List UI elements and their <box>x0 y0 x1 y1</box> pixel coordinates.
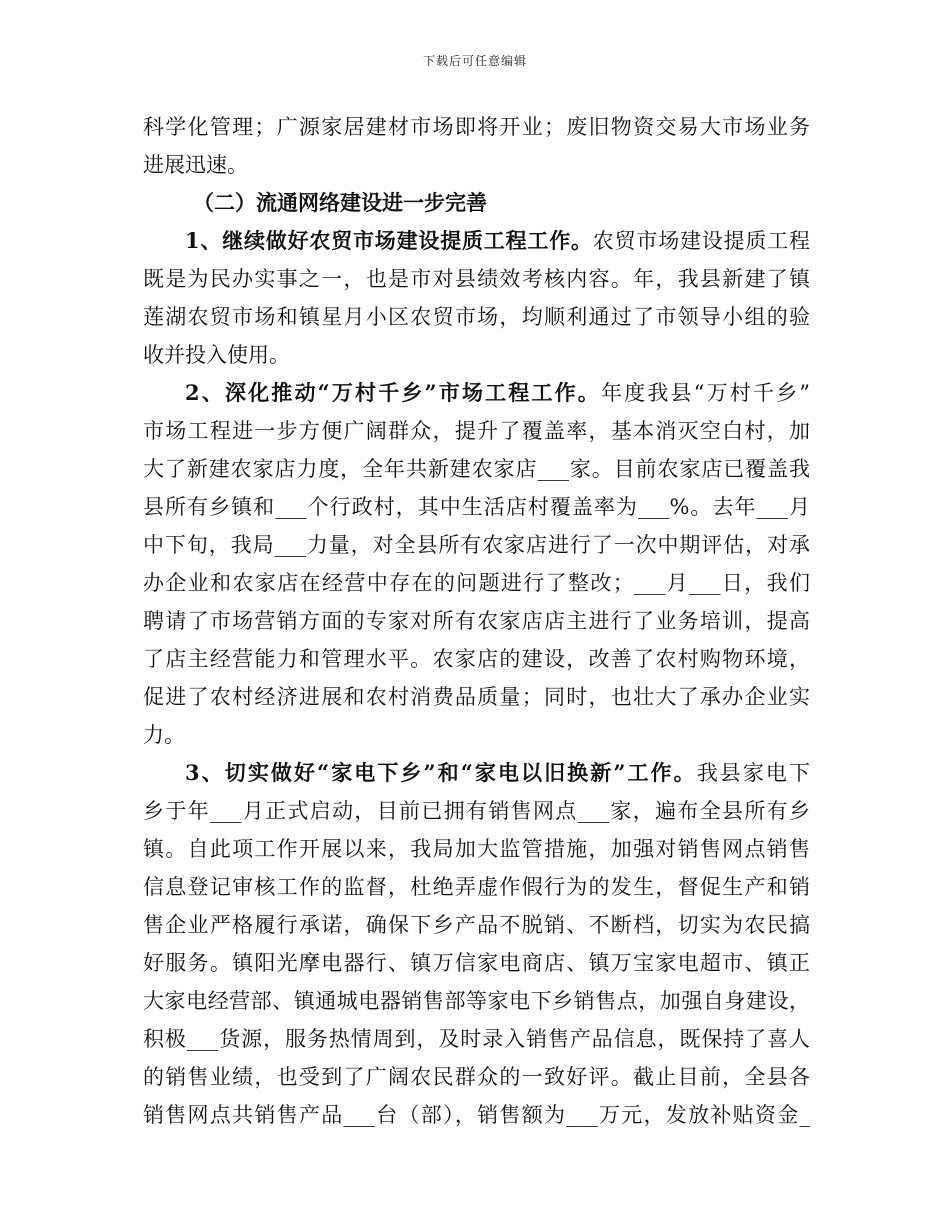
text-line <box>143 716 810 754</box>
paragraph-text: 售企业严格履行承诺，确保下乡产品不脱销、不断档，切实为农民搞 <box>143 913 810 937</box>
text-line <box>143 488 810 526</box>
text-line <box>143 602 810 640</box>
paragraph-text: 农贸市场建设提质工程 <box>592 229 810 253</box>
text-line <box>143 222 810 260</box>
paragraph-text: 进展迅速。 <box>143 153 248 177</box>
paragraph-text: 镇。自此项工作开展以来，我局加大监管措施，加强对销售网点销售 <box>143 837 810 861</box>
text-line <box>143 678 810 716</box>
text-line <box>143 1020 810 1058</box>
text-line <box>143 564 810 602</box>
text-line <box>143 108 810 146</box>
text-line <box>143 336 810 374</box>
paragraph-text: 我县家电下 <box>696 761 810 785</box>
text-line <box>143 1096 810 1134</box>
text-line <box>143 640 810 678</box>
text-line <box>143 260 810 298</box>
paragraph-heading: （二）流通网络建设进一步完善 <box>193 190 487 215</box>
text-line <box>143 146 810 184</box>
paragraph-text: 大了新建农家店力度，全年共新建农家店___家。目前农家店已覆盖我 <box>143 457 810 481</box>
document-body <box>143 108 810 1134</box>
paragraph-text: 的销售业绩，也受到了广阔农民群众的一致好评。截止目前，全县各 <box>143 1065 810 1089</box>
page-header: 下载后可任意编辑 <box>422 54 527 68</box>
paragraph-text: 信息登记审核工作的监督，杜绝弄虚作假行为的发生，督促生产和销 <box>143 875 810 899</box>
text-line <box>143 982 810 1020</box>
paragraph-heading: 1、继续做好农贸市场建设提质工程工作。 <box>185 228 593 253</box>
paragraph-text: 力。 <box>143 723 185 747</box>
paragraph-text: 促进了农村经济进展和农村消费品质量；同时，也壮大了承办企业实 <box>143 685 810 709</box>
text-line <box>143 450 810 488</box>
text-line <box>143 1058 810 1096</box>
text-line <box>143 944 810 982</box>
text-line <box>143 754 810 792</box>
paragraph-text: 积极___货源，服务热情周到，及时录入销售产品信息，既保持了喜人 <box>143 1027 810 1051</box>
paragraph-text: 县所有乡镇和___个行政村，其中生活店村覆盖率为___%。去年___月 <box>143 495 810 519</box>
text-line <box>143 412 810 450</box>
paragraph-text: 中下旬，我局___力量，对全县所有农家店进行了一次中期评估，对承 <box>143 533 810 557</box>
paragraph-text: 大家电经营部、镇通城电器销售部等家电下乡销售点，加强自身建设， <box>143 989 810 1013</box>
paragraph-text: 莲湖农贸市场和镇星月小区农贸市场，均顺利通过了市领导小组的验 <box>143 305 810 329</box>
paragraph-text: 科学化管理；广源家居建材市场即将开业；废旧物资交易大市场业务 <box>143 115 810 139</box>
text-line <box>143 184 810 222</box>
paragraph-heading: 2、深化推动“万村千乡”市场工程工作。 <box>185 380 601 405</box>
paragraph-text: 聘请了市场营销方面的专家对所有农家店店主进行了业务培训，提高 <box>143 609 810 633</box>
text-line <box>143 906 810 944</box>
text-line <box>143 374 810 412</box>
text-line <box>143 830 810 868</box>
paragraph-text: 既是为民办实事之一，也是市对县绩效考核内容。年，我县新建了镇 <box>143 267 810 291</box>
paragraph-text: 了店主经营能力和管理水平。农家店的建设，改善了农村购物环境， <box>143 647 810 671</box>
paragraph-text: 销售网点共销售产品___台（部），销售额为___万元，发放补贴资金_ <box>143 1103 810 1127</box>
paragraph-text: 收并投入使用。 <box>143 343 290 367</box>
paragraph-text: 办企业和农家店在经营中存在的问题进行了整改；___月___日，我们 <box>143 571 810 595</box>
text-line <box>143 298 810 336</box>
paragraph-text: 乡于年___月正式启动，目前已拥有销售网点___家，遍布全县所有乡 <box>143 799 810 823</box>
text-line <box>143 526 810 564</box>
text-line <box>143 792 810 830</box>
text-line <box>143 868 810 906</box>
paragraph-heading: 3、切实做好“家电下乡”和“家电以旧换新”工作。 <box>185 760 697 785</box>
paragraph-text: 好服务。镇阳光摩电器行、镇万信家电商店、镇万宝家电超市、镇正 <box>143 951 810 975</box>
paragraph-text: 市场工程进一步方便广阔群众，提升了覆盖率，基本消灭空白村，加 <box>143 419 810 443</box>
paragraph-text: 年度我县“万村千乡” <box>600 381 810 405</box>
